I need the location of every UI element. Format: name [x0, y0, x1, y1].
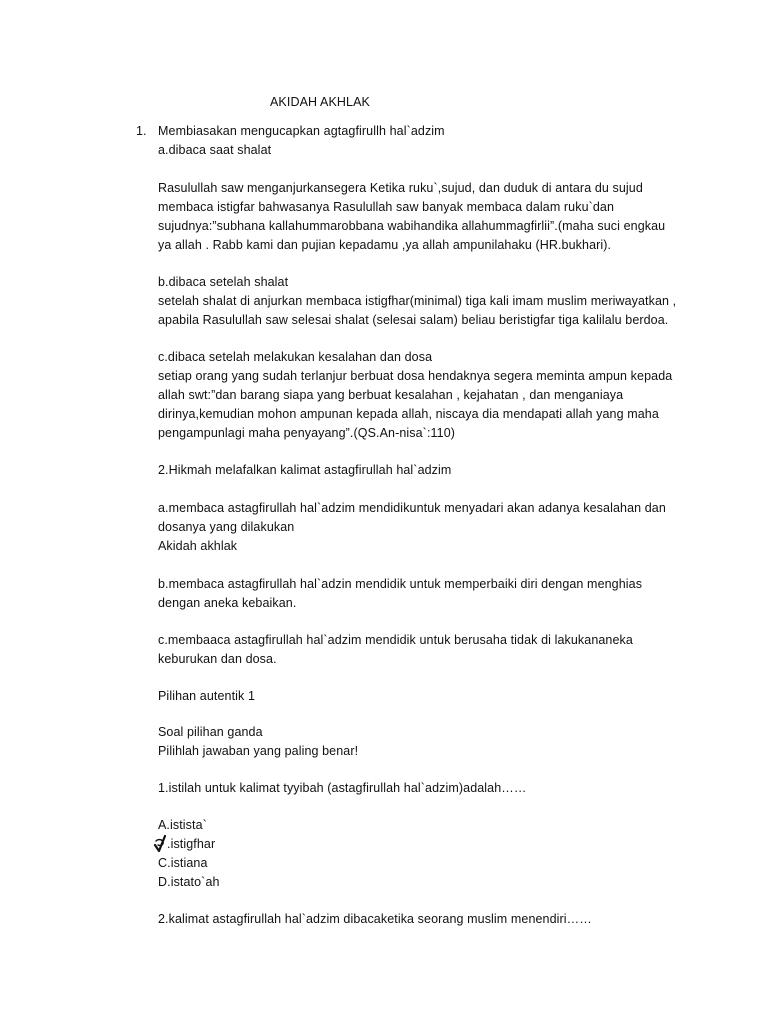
answer-option-selected: .istigfhar — [167, 837, 216, 851]
answer-option: A.istista` — [158, 818, 207, 832]
answer-option: C.istiana — [158, 856, 208, 870]
text-line: Pilihlah jawaban yang paling benar! — [158, 744, 359, 758]
text-line: apabila Rasulullah saw selesai shalat (selesai salam) beliau beristigfar tiga kalilalu berdoa. — [158, 313, 669, 327]
text-line: Membiasakan mengucapkan agtagfirullh hal`adzim — [158, 124, 445, 138]
text-line: sujudnya:”subhana kallahummarobbana wabihandika allahummagfirlii”.(maha suci engkau — [158, 219, 666, 233]
text-line: pengampunlagi maha penyayang”.(QS.An-nisa`:110) — [158, 426, 456, 440]
text-line: dengan aneka kebaikan. — [158, 596, 297, 610]
text-line: allah swt:”dan barang siapa yang berbuat kesalahan , kejahatan , dan menganiaya — [158, 388, 624, 402]
text-line: membaca istigfar bahwasanya Rasulullah saw banyak membaca dalam ruku`dan — [158, 200, 615, 214]
text-line: Akidah akhlak — [158, 539, 238, 553]
text-line: c.membaaca astagfirullah hal`adzim mendidik untuk berusaha tidak di lakukananeka — [158, 633, 633, 647]
checkmark-icon — [153, 834, 167, 854]
page-title: AKIDAH AKHLAK — [270, 95, 370, 109]
text-line: Soal pilihan ganda — [158, 725, 263, 739]
text-line: Rasulullah saw menganjurkansegera Ketika ruku`,sujud, dan duduk di antara du sujud — [158, 181, 643, 195]
question-text: 1.istilah untuk kalimat tyyibah (astagfirullah hal`adzim)adalah…… — [158, 781, 527, 795]
text-line: setiap orang yang sudah terlanjur berbuat dosa hendaknya segera meminta ampun kepada — [158, 369, 673, 383]
text-line: setelah shalat di anjurkan membaca istigfhar(minimal) tiga kali imam muslim meriwayatkan , — [158, 294, 677, 308]
text-line: c.dibaca setelah melakukan kesalahan dan dosa — [158, 350, 433, 364]
list-number: 1. — [136, 124, 147, 138]
text-line: b.dibaca setelah shalat — [158, 275, 289, 289]
text-line: dirinya,kemudian mohon ampunan kepada allah, niscaya dia mendapati allah yang maha — [158, 407, 659, 421]
text-line: a.membaca astagfirullah hal`adzim mendidikuntuk menyadari akan adanya kesalahan dan — [158, 501, 666, 515]
text-line: a.dibaca saat shalat — [158, 143, 272, 157]
text-line: keburukan dan dosa. — [158, 652, 277, 666]
section-heading: Pilihan autentik 1 — [158, 689, 256, 703]
text-line: b.membaca astagfirullah hal`adzin mendidik untuk memperbaiki diri dengan menghias — [158, 577, 643, 591]
section-heading: 2.Hikmah melafalkan kalimat astagfirullah hal`adzim — [158, 463, 452, 477]
text-line: ya allah . Rabb kami dan pujian kepadamu ,ya allah ampunilahaku (HR.bukhari). — [158, 238, 612, 252]
question-text: 2.kalimat astagfirullah hal`adzim dibacaketika seorang muslim menendiri…… — [158, 912, 592, 926]
answer-option: D.istato`ah — [158, 875, 220, 889]
text-line: dosanya yang dilakukan — [158, 520, 295, 534]
